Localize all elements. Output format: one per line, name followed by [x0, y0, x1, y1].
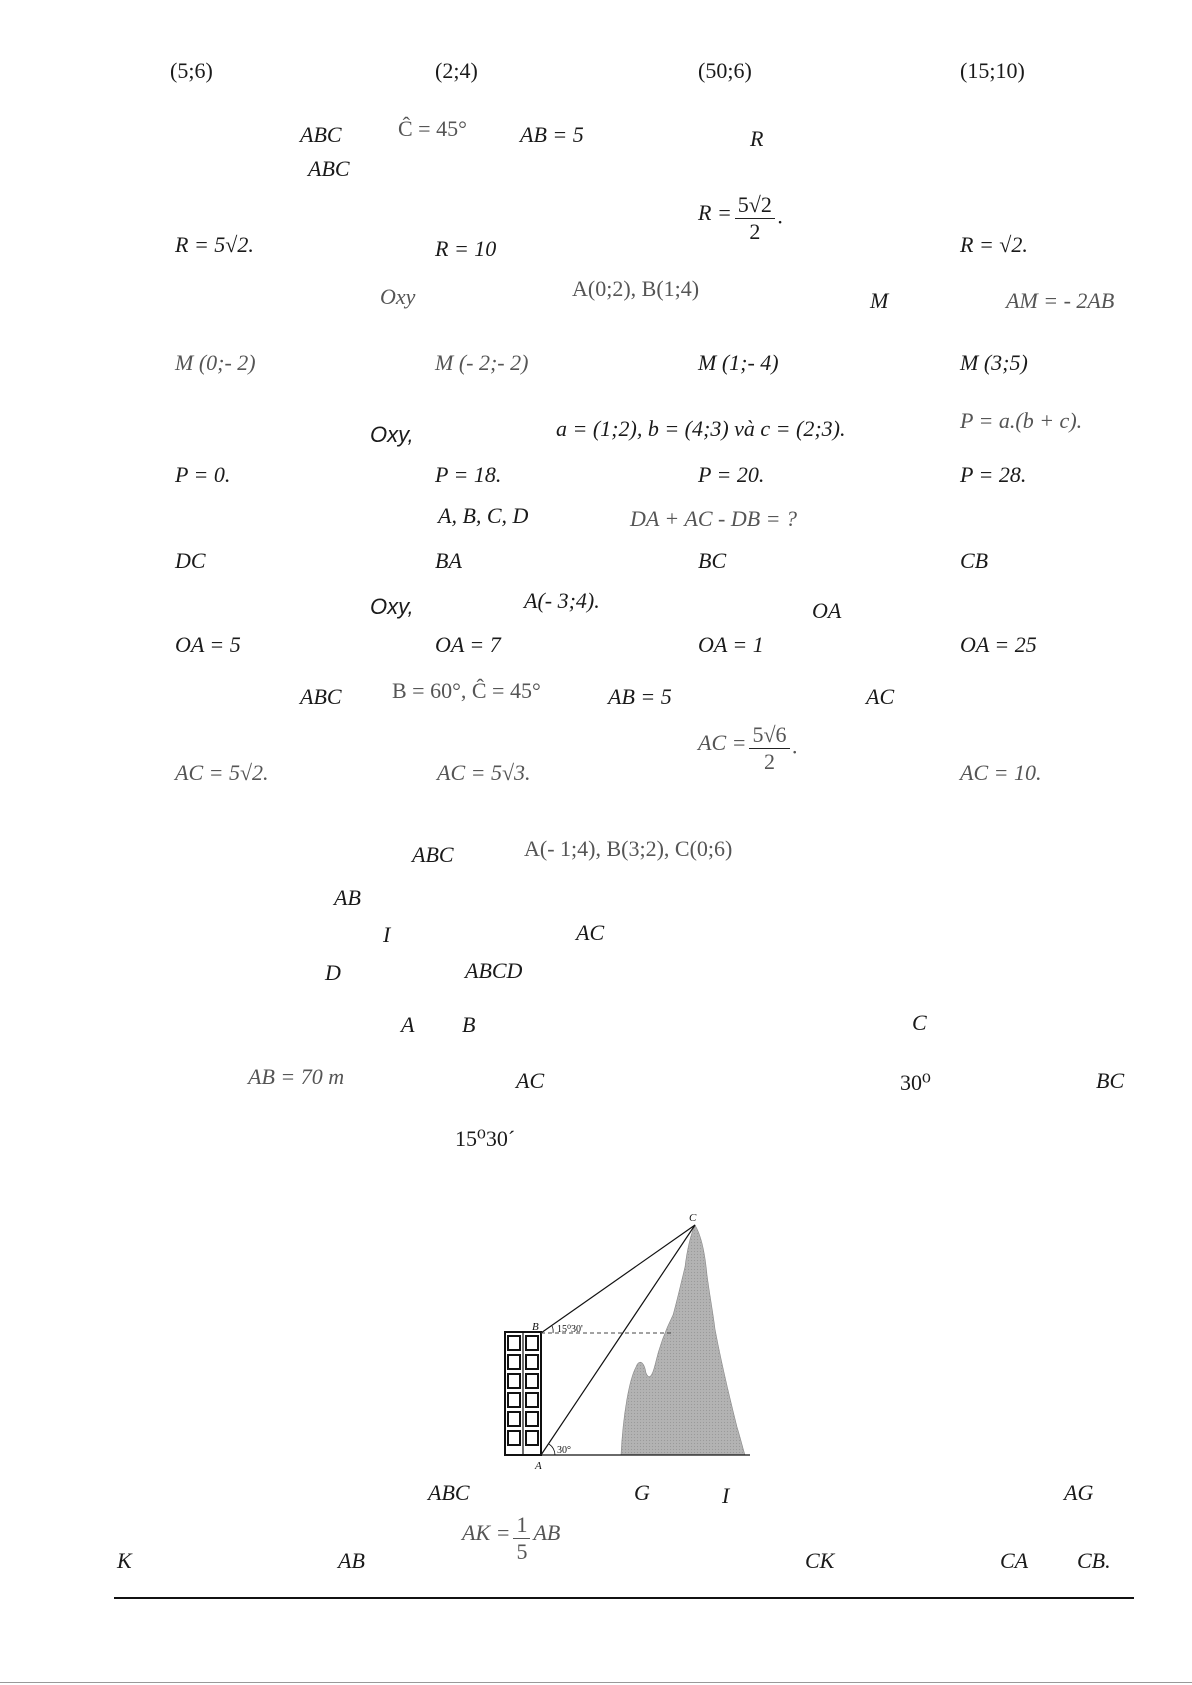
bottom-rule — [114, 1597, 1134, 1599]
last-cb: CB. — [1077, 1548, 1111, 1573]
q-vec-option-b: BA — [435, 548, 462, 573]
q-circ-option-b: R = 10 — [435, 236, 497, 261]
q-oa-point: A(- 3;4). — [524, 588, 600, 613]
mt-ab: AB = 70 m — [248, 1064, 345, 1089]
page-edge-line — [0, 1682, 1192, 1683]
q-circ-c-lhs: R = — [698, 199, 732, 225]
last-ab: AB — [338, 1548, 365, 1573]
q-ac-side: AB = 5 — [608, 684, 672, 709]
q-m-label: M — [870, 288, 889, 313]
q-circ-side: AB = 5 — [520, 122, 584, 147]
mt-b: B — [462, 1012, 476, 1037]
q-m-points: A(0;2), B(1;4) — [572, 276, 700, 301]
q-circ-c-num: 5√2 — [735, 194, 775, 219]
mountain-shape — [621, 1225, 745, 1455]
q-oa-system: Oxy, — [370, 594, 414, 619]
option-a: (5;6) — [170, 58, 213, 83]
q-ac-triangle: ABC — [300, 684, 342, 709]
last-ak-num: 1 — [513, 1514, 530, 1539]
q-p-expression: P = a.(b + c). — [960, 408, 1083, 433]
p2-d: D — [325, 960, 341, 985]
q-vec-expression: DA + AC - DB = ? — [630, 506, 797, 531]
last-ck: CK — [805, 1548, 835, 1573]
mt-bc: BC — [1096, 1068, 1125, 1093]
q-m-option-a: M (0;- 2) — [175, 350, 256, 375]
option-d: (15;10) — [960, 58, 1025, 83]
p2-ac: AC — [576, 920, 605, 945]
fig-label-b: B — [532, 1321, 539, 1333]
p2-points: A(- 1;4), B(3;2), C(0;6) — [524, 836, 733, 861]
last-g: G — [634, 1480, 650, 1505]
q-vec-points: A, B, C, D — [438, 503, 529, 528]
mt-a: A — [401, 1012, 415, 1037]
q-p-option-a: P = 0. — [175, 462, 231, 487]
q-m-option-d: M (3;5) — [960, 350, 1028, 375]
q-p-option-b: P = 18. — [435, 462, 502, 487]
fig-label-a: A — [535, 1460, 542, 1472]
q-circ-c-den: 2 — [749, 219, 761, 244]
p2-ab: AB — [334, 885, 361, 910]
mt-angle-15: 15⁰30´ — [455, 1126, 516, 1151]
option-b: (2;4) — [435, 58, 478, 83]
q-ac-c-den: 2 — [764, 749, 775, 774]
fig-label-15: 15⁰30' — [557, 1324, 583, 1335]
q-ac-angles: B = 60°, Ĉ = 45° — [392, 678, 541, 703]
q-circ-option-c — [698, 194, 783, 243]
q-ac-option-b: AC = 5√3. — [437, 760, 531, 785]
q-m-condition: AM = - 2AB — [1006, 288, 1115, 313]
option-c: (50;6) — [698, 58, 752, 83]
mt-c: C — [912, 1010, 927, 1035]
q-ac-option-c — [698, 724, 798, 773]
last-ca: CA — [1000, 1548, 1029, 1573]
last-ag: AG — [1064, 1480, 1094, 1505]
q-oa-option-d: OA = 25 — [960, 632, 1037, 657]
p2-triangle: ABC — [412, 842, 454, 867]
q-circ-option-a: R = 5√2. — [175, 232, 254, 257]
q-oa-option-a: OA = 5 — [175, 632, 241, 657]
q-circ-r: R — [750, 126, 764, 151]
q-ac-option-d: AC = 10. — [960, 760, 1042, 785]
q-ac-option-a: AC = 5√2. — [175, 760, 269, 785]
last-ak-rhs: AB — [533, 1519, 561, 1545]
q-circ-option-d: R = √2. — [960, 232, 1028, 257]
p2-i: I — [383, 922, 391, 947]
last-ak-den: 5 — [516, 1539, 528, 1564]
p2-abcd: ABCD — [465, 958, 523, 983]
q-oa-label: OA — [812, 598, 842, 623]
mt-ac: AC — [516, 1068, 545, 1093]
q-m-option-b: M (- 2;- 2) — [435, 350, 529, 375]
q-p-vectors: a = (1;2), b = (4;3) và c = (2;3). — [556, 416, 846, 441]
last-ak — [462, 1514, 560, 1563]
q-ac-c-dot: . — [792, 733, 799, 759]
fig-label-30: 30° — [557, 1445, 571, 1456]
q-p-option-c: P = 20. — [698, 462, 765, 487]
q-oa-option-c: OA = 1 — [698, 632, 764, 657]
mountain-figure — [495, 1205, 760, 1475]
fig-label-c: C — [689, 1212, 697, 1224]
q-circ-c-dot: . — [777, 203, 784, 229]
q-p-system: Oxy, — [370, 422, 414, 447]
q-vec-option-d: CB — [960, 548, 989, 573]
q-circ-angle: Ĉ = 45° — [398, 116, 467, 141]
q-ac-c-lhs: AC = — [698, 729, 747, 755]
mt-angle-30: 30⁰ — [900, 1070, 931, 1095]
q-circ-triangle: ABC — [300, 122, 342, 147]
q-m-system: Oxy — [380, 284, 416, 309]
last-ak-lhs: AK = — [462, 1519, 511, 1545]
last-i: I — [722, 1483, 730, 1508]
q-oa-option-b: OA = 7 — [435, 632, 501, 657]
q-ac-label: AC — [866, 684, 895, 709]
last-triangle: ABC — [428, 1480, 470, 1505]
last-k: K — [117, 1548, 132, 1573]
q-m-option-c: M (1;- 4) — [698, 350, 779, 375]
q-ac-c-num: 5√6 — [749, 724, 789, 749]
q-circ-triangle-2: ABC — [308, 156, 350, 181]
q-vec-option-c: BC — [698, 548, 727, 573]
q-p-option-d: P = 28. — [960, 462, 1027, 487]
q-vec-option-a: DC — [175, 548, 206, 573]
